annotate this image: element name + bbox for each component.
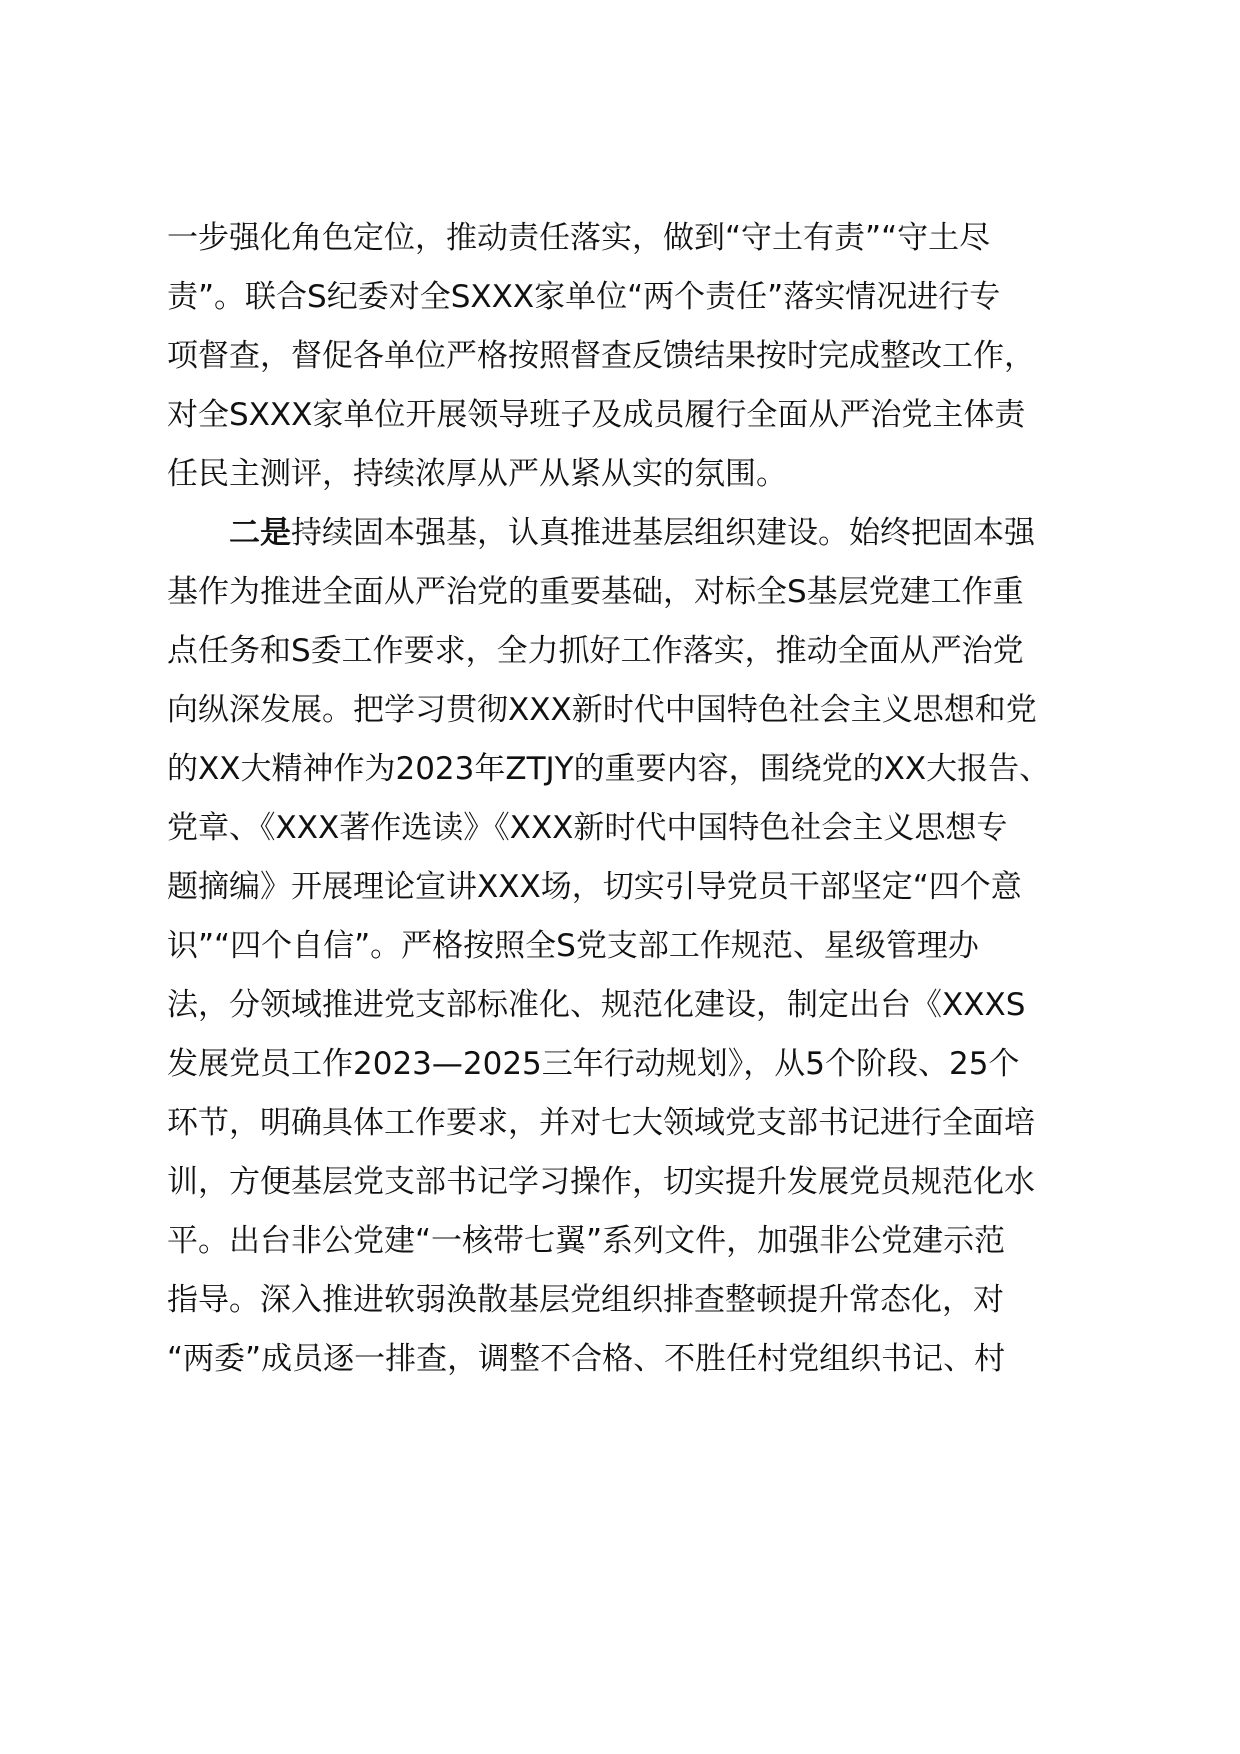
paragraph-line: 平。出台非公党建“一核带七翼”系列文件，加强非公党建示范 xyxy=(167,1223,1006,1259)
section-two-first-line xyxy=(229,509,1035,557)
paragraph-line: 点任务和S委工作要求，全力抓好工作落实，推动全面从严治党 xyxy=(167,633,1024,669)
paragraph-line: 发展党员工作2023—2025三年行动规划》，从5个阶段、25个 xyxy=(167,1046,1020,1082)
section-two-lead: 二是 xyxy=(229,515,291,551)
paragraph-line: 指导。深入推进软弱涣散基层党组织排查整顿提升常态化，对 xyxy=(167,1282,1004,1318)
section-two-first-line-text: 持续固本强基，认真推进基层组织建设。始终把固本强 xyxy=(291,515,1035,551)
paragraph-line: 的XX大精神作为2023年ZTJY的重要内容，围绕党的XX大报告、 xyxy=(167,751,1051,787)
paragraph-line: 基作为推进全面从严治党的重要基础，对标全S基层党建工作重 xyxy=(167,574,1024,610)
paragraph-line: 任民主测评，持续浓厚从严从紧从实的氛围。 xyxy=(167,456,787,492)
paragraph-line: 环节，明确具体工作要求，并对七大领域党支部书记进行全面培 xyxy=(167,1105,1035,1141)
paragraph-line: 项督查，督促各单位严格按照督查反馈结果按时完成整改工作， xyxy=(167,338,1035,374)
paragraph-line: 一步强化角色定位，推动责任落实，做到“守土有责”“守土尽 xyxy=(167,220,991,256)
paragraph-line: 训，方便基层党支部书记学习操作，切实提升发展党员规范化水 xyxy=(167,1164,1035,1200)
paragraph-line: 对全SXXX家单位开展领导班子及成员履行全面从严治党主体责 xyxy=(167,397,1026,433)
paragraph-line: 向纵深发展。把学习贯彻XXX新时代中国特色社会主义思想和党 xyxy=(167,692,1037,728)
paragraph-line: 识”“四个自信”。严格按照全S党支部工作规范、星级管理办 xyxy=(167,928,979,964)
paragraph-line: 法，分领域推进党支部标准化、规范化建设，制定出台《XXXS xyxy=(167,987,1026,1023)
paragraph-line: “两委”成员逐一排查，调整不合格、不胜任村党组织书记、村 xyxy=(167,1341,1006,1377)
paragraph-line: 责”。联合S纪委对全SXXX家单位“两个责任”落实情况进行专 xyxy=(167,279,1001,315)
paragraph-line: 党章、《XXX著作选读》《XXX新时代中国特色社会主义思想专 xyxy=(167,810,1008,846)
paragraph-line: 题摘编》开展理论宣讲XXX场，切实引导党员干部坚定“四个意 xyxy=(167,869,1022,905)
